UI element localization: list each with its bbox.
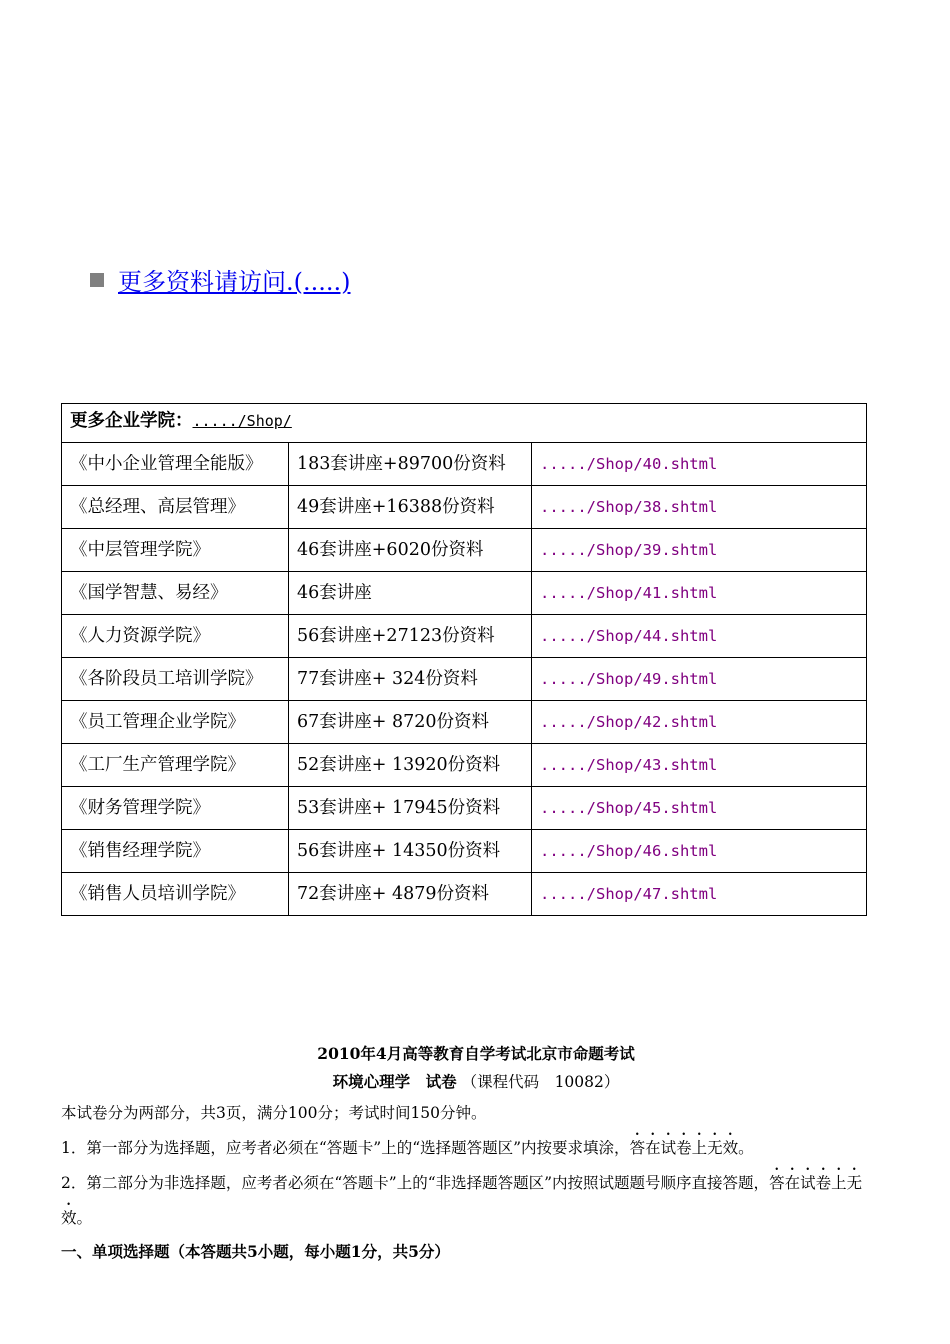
course-link[interactable]: ...../Shop/39.shtml [532,529,867,572]
course-link[interactable]: ...../Shop/38.shtml [532,486,867,529]
exam-intro: 本试卷分为两部分，共3页，满分100分；考试时间150分钟。 [61,1104,487,1122]
rule-1-end: 。 [738,1139,754,1157]
shop-row [62,443,867,486]
shop-header-link[interactable]: ...../Shop/ [192,412,292,430]
course-link[interactable]: ...../Shop/47.shtml [532,873,867,916]
course-content: 52套讲座+ 13920份资料 [289,744,532,787]
course-link[interactable]: ...../Shop/40.shtml [532,443,867,486]
shop-row [62,701,867,744]
course-link[interactable]: ...../Shop/49.shtml [532,658,867,701]
exam-paper [61,1040,891,1269]
shop-header-label: 更多企业学院： [70,411,193,431]
promo-line [90,262,351,297]
course-name: 《财务管理学院》 [62,787,289,830]
course-content: 46套讲座+6020份资料 [289,529,532,572]
course-name: 《中小企业管理全能版》 [62,443,289,486]
exam-rule-1 [61,1130,891,1165]
course-name: 《销售人员培训学院》 [62,873,289,916]
shop-table-header [62,404,867,443]
rule-1-emphasis: 答在试卷上无效 [629,1139,739,1157]
course-name: 《各阶段员工培训学院》 [62,658,289,701]
course-content: 77套讲座+ 324份资料 [289,658,532,701]
shop-table [61,403,867,916]
rule-2-emphasis: 答在试卷上无效 [61,1174,863,1227]
course-content: 46套讲座 [289,572,532,615]
shop-row [62,572,867,615]
course-name: 《工厂生产管理学院》 [62,744,289,787]
exam-course-code: （课程代码 10082） [461,1073,620,1091]
course-link[interactable]: ...../Shop/45.shtml [532,787,867,830]
course-content: 56套讲座+27123份资料 [289,615,532,658]
shop-row [62,873,867,916]
course-content: 67套讲座+ 8720份资料 [289,701,532,744]
course-link[interactable]: ...../Shop/44.shtml [532,615,867,658]
course-name: 《销售经理学院》 [62,830,289,873]
exam-rule-2 [61,1165,891,1235]
course-content: 183套讲座+89700份资料 [289,443,532,486]
square-bullet-icon [90,273,104,287]
course-content: 53套讲座+ 17945份资料 [289,787,532,830]
course-name: 《中层管理学院》 [62,529,289,572]
shop-row [62,486,867,529]
section-heading: 一、单项选择题（本答题共5小题，每小题1分，共5分） [61,1242,450,1261]
course-name: 《国学智慧、易经》 [62,572,289,615]
more-resources-link[interactable]: 更多资料请访问.(.....) [118,268,351,296]
shop-row [62,830,867,873]
exam-subtitle [61,1068,891,1096]
course-content: 49套讲座+16388份资料 [289,486,532,529]
rule-2-end: 。 [76,1209,93,1227]
exam-subject: 环境心理学 试卷 [332,1072,457,1091]
course-name: 《总经理、高层管理》 [62,486,289,529]
course-content: 56套讲座+ 14350份资料 [289,830,532,873]
course-content: 72套讲座+ 4879份资料 [289,873,532,916]
course-link[interactable]: ...../Shop/43.shtml [532,744,867,787]
course-name: 《人力资源学院》 [62,615,289,658]
course-link[interactable]: ...../Shop/46.shtml [532,830,867,873]
exam-title: 2010年4月高等教育自学考试北京市命题考试 [317,1044,635,1063]
course-link[interactable]: ...../Shop/41.shtml [532,572,867,615]
shop-row [62,529,867,572]
shop-row [62,787,867,830]
rule-1-text: 1．第一部分为选择题，应考者必须在“答题卡”上的“选择题答题区”内按要求填涂， [61,1139,630,1157]
shop-row [62,658,867,701]
shop-row [62,744,867,787]
shop-row [62,615,867,658]
rule-2-text: 2．第二部分为非选择题，应考者必须在“答题卡”上的“非选择题答题区”内按照试题题号顺序直接答题， [61,1174,770,1192]
course-link[interactable]: ...../Shop/42.shtml [532,701,867,744]
course-name: 《员工管理企业学院》 [62,701,289,744]
